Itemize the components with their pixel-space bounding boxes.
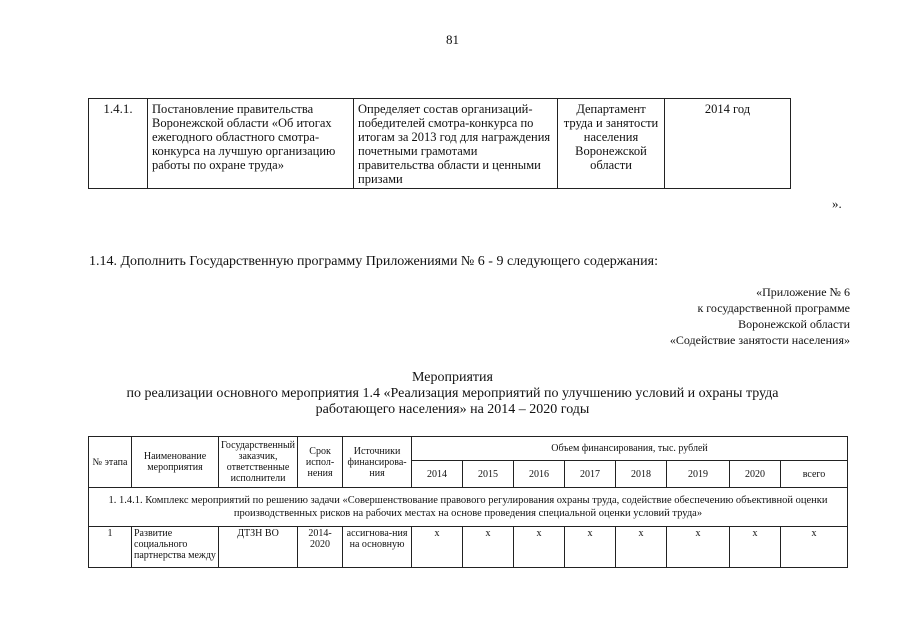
appendix-line: к государственной программе [697, 301, 850, 315]
row-value: х [615, 527, 666, 568]
appendix-line: «Содействие занятости населения» [669, 333, 850, 347]
appendix-header [670, 284, 850, 348]
year-header: 2017 [565, 461, 616, 488]
row-num: 1 [89, 527, 132, 568]
col-header-customer: Государственный заказчик, ответственные исполнители [219, 437, 298, 488]
page-number: 81 [446, 32, 459, 47]
amendment-line: 1.14. Дополнить Государственную программу Приложениями № 6 - 9 следующего содержания: [89, 254, 658, 269]
row-value: х [729, 527, 780, 568]
year-header: 2016 [514, 461, 565, 488]
task-row [89, 488, 848, 527]
item-executor: Департамент труда и занятости населения Воронежской области [558, 99, 665, 189]
year-header: 2015 [463, 461, 514, 488]
events-table [88, 436, 848, 568]
col-header-num: № этапа [89, 437, 132, 488]
task-description: 1. 1.4.1. Комплекс мероприятий по решению задачи «Совершенствование правового регулирования охраны труда, содействие обеспечению объективной оценки производственных рисков на рабочих местах на основе проведения специальной оценки условий труда» [89, 488, 848, 527]
closing-quote: ». [832, 196, 842, 211]
row-value: х [412, 527, 463, 568]
row-value: х [666, 527, 729, 568]
item-purpose: Определяет состав организаций-победителей смотра-конкурса по итогам за 2013 год для награждения почетными грамотами правительства области и ценными призами [354, 99, 558, 189]
year-header: 2020 [729, 461, 780, 488]
row-value: х [781, 527, 848, 568]
row-customer: ДТЗН ВО [219, 527, 298, 568]
item-name: Постановление правительства Воронежской области «Об итогах ежегодного областного смотра-конкурса на лучшую организацию работы по охране труда» [148, 99, 354, 189]
row-name: Развитие социального партнерства между [132, 527, 219, 568]
heading-line: Мероприятия [412, 370, 493, 385]
total-header: всего [781, 461, 848, 488]
row-sources: ассигнова-ния на основную [343, 527, 412, 568]
row-value: х [565, 527, 616, 568]
row-value: х [463, 527, 514, 568]
col-header-term: Срок испол-нения [298, 437, 343, 488]
col-header-sources: Источники финансирова-ния [343, 437, 412, 488]
col-header-funding: Объем финансирования, тыс. рублей [412, 437, 848, 461]
appendix-line: «Приложение № 6 [756, 285, 850, 299]
table-row [89, 99, 791, 189]
heading-line: по реализации основного мероприятия 1.4 «Реализация мероприятий по улучшению условий и охраны труда [126, 386, 779, 401]
header-row [89, 437, 848, 461]
row-term: 2014-2020 [298, 527, 343, 568]
year-header: 2018 [615, 461, 666, 488]
section-heading [0, 370, 905, 418]
item-year: 2014 год [665, 99, 791, 189]
heading-line: работающего населения» на 2014 – 2020 годы [315, 402, 590, 417]
item-number: 1.4.1. [89, 99, 148, 189]
row-value: х [514, 527, 565, 568]
col-header-name: Наименование мероприятия [132, 437, 219, 488]
table-row [89, 527, 848, 568]
year-header: 2014 [412, 461, 463, 488]
top-table [88, 98, 791, 189]
year-header: 2019 [666, 461, 729, 488]
appendix-line: Воронежской области [738, 317, 850, 331]
